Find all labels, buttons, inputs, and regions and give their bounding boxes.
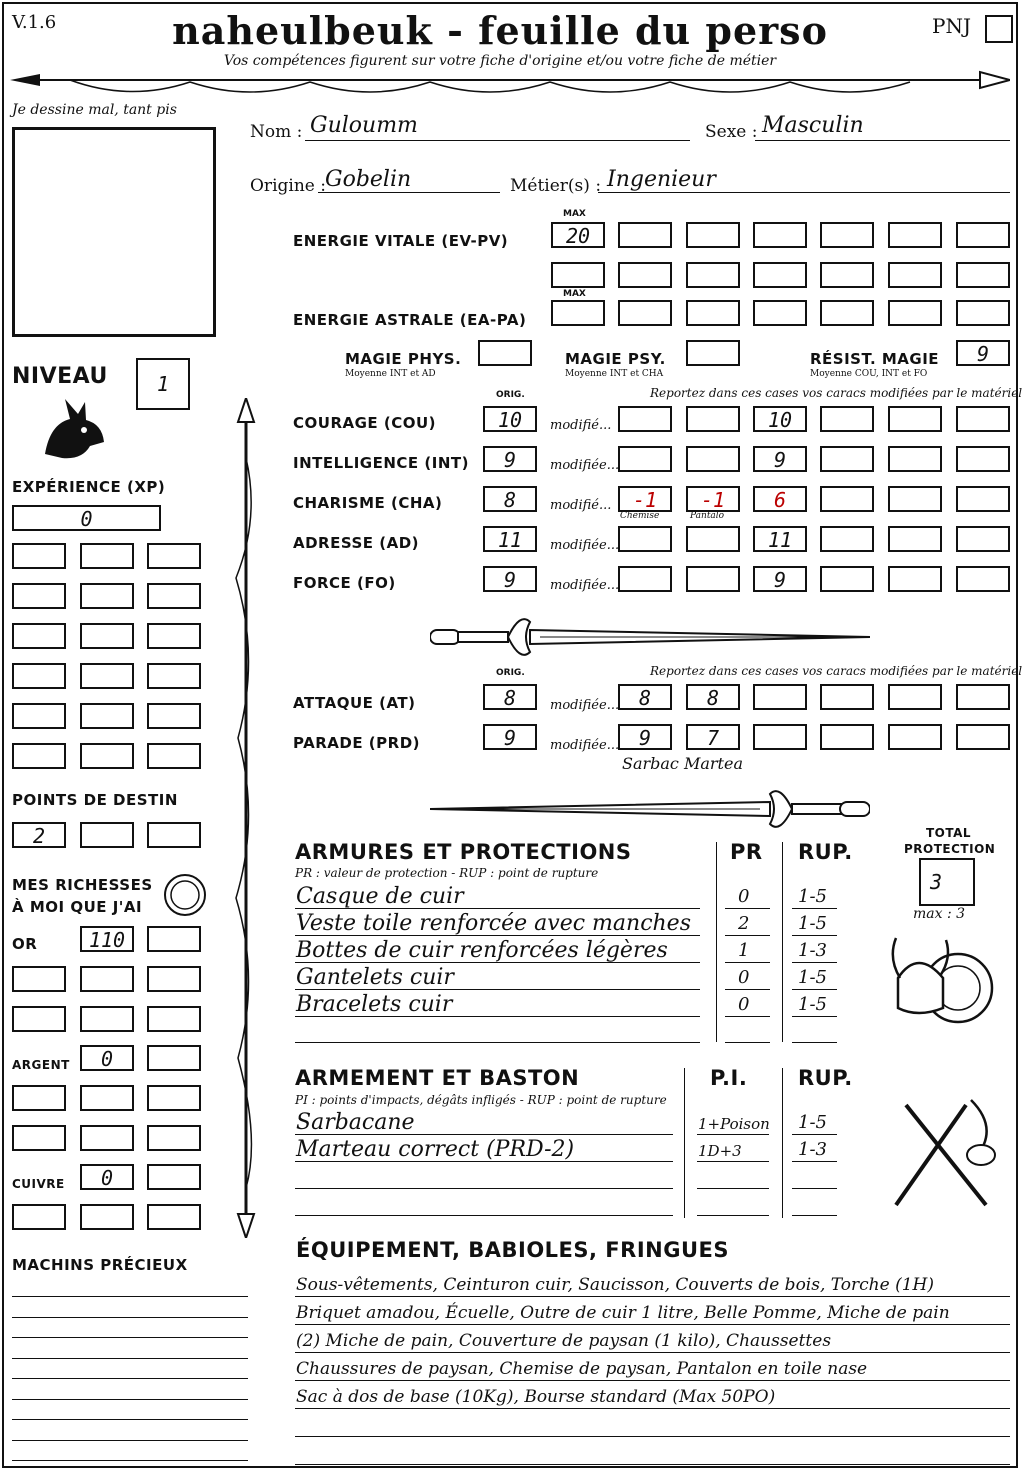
equip-line[interactable] — [295, 1408, 1010, 1409]
combat-mod-box[interactable] — [888, 724, 942, 750]
combat-mod-box[interactable] — [686, 724, 740, 750]
carac-mod-box[interactable] — [686, 566, 740, 592]
ev-box[interactable] — [956, 222, 1010, 248]
combat-label: PARADE (PRD) — [293, 734, 421, 752]
cuivre-label: CUIVRE — [12, 1177, 65, 1191]
carac-mod-box[interactable] — [820, 566, 874, 592]
destin-box-value: 2 — [32, 824, 46, 848]
carac-mod-box[interactable] — [956, 566, 1010, 592]
ev-box[interactable] — [753, 262, 807, 288]
combat-orig-label: ORIG. — [496, 668, 525, 678]
armures-rup-header: RUP. — [798, 840, 853, 864]
total-protection-label-1: TOTAL — [926, 826, 972, 840]
resist-magie-box[interactable] — [956, 340, 1010, 366]
ea-box[interactable] — [820, 300, 874, 326]
money-box[interactable] — [147, 1006, 201, 1032]
combat-mod-box-value: 9 — [638, 726, 652, 750]
carac-mod-box[interactable] — [618, 526, 672, 552]
arme-name[interactable]: Marteau correct (PRD-2) — [296, 1137, 575, 1162]
or-box-value: 110 — [88, 928, 126, 952]
money-box[interactable] — [12, 1125, 66, 1151]
carac-mod-label: modifié... — [550, 418, 612, 433]
arme-pi-line[interactable] — [697, 1215, 769, 1216]
xp-box[interactable] — [80, 623, 134, 649]
armure-name[interactable]: Bracelets cuir — [296, 992, 453, 1017]
carac-mod-box-value: 10 — [767, 408, 793, 432]
armement-note: PI : points d'impacts, dégâts infligés - RUP : point de rupture — [295, 1093, 667, 1107]
or-label: OR — [12, 935, 38, 953]
cuivre-box-value: 0 — [100, 1166, 114, 1190]
resist-magie-value: 9 — [976, 342, 990, 366]
carac-mod-box[interactable] — [956, 446, 1010, 472]
combat-mod-box[interactable] — [888, 684, 942, 710]
ev-box[interactable] — [820, 222, 874, 248]
sexe-value[interactable]: Masculin — [762, 113, 864, 138]
armure-rup-line[interactable] — [792, 989, 837, 990]
vertical-spear-icon — [226, 398, 266, 1238]
cuivre-box[interactable] — [147, 1164, 201, 1190]
armement-pi-header: P.I. — [710, 1066, 748, 1090]
arme-rup[interactable]: 1-5 — [798, 1112, 827, 1133]
crossed-weapons-icon — [886, 1095, 1006, 1215]
carac-orig-box[interactable] — [483, 446, 537, 472]
carac-mod-box[interactable] — [888, 526, 942, 552]
machins-line[interactable] — [12, 1440, 248, 1441]
armure-rup-line[interactable] — [792, 935, 837, 936]
arme-pi-line[interactable] — [697, 1134, 769, 1135]
ev-max-box[interactable] — [551, 222, 605, 248]
xp-box[interactable] — [12, 543, 66, 569]
ea-box[interactable] — [888, 300, 942, 326]
ea-box[interactable] — [956, 300, 1010, 326]
carac-mod-label: modifiée... — [550, 458, 620, 473]
ev-box[interactable] — [686, 262, 740, 288]
armure-pr-line[interactable] — [725, 962, 770, 963]
carac-orig-box-value: 9 — [503, 448, 517, 472]
equipement-title: ÉQUIPEMENT, BABIOLES, FRINGUES — [296, 1238, 729, 1262]
destin-label: POINTS DE DESTIN — [12, 791, 178, 809]
carac-mod-box[interactable] — [956, 406, 1010, 432]
money-box[interactable] — [80, 1204, 134, 1230]
carac-mod-box[interactable] — [820, 486, 874, 512]
money-box[interactable] — [147, 1204, 201, 1230]
ev-box[interactable] — [618, 222, 672, 248]
equip-line-text[interactable]: Briquet amadou, Écuelle, Outre de cuir 1 litre, Belle Pomme, Miche de pain — [296, 1303, 950, 1323]
xp-box[interactable] — [80, 543, 134, 569]
carac-mod-box[interactable] — [618, 486, 672, 512]
xp-box[interactable] — [80, 703, 134, 729]
equip-line-text[interactable]: (2) Miche de pain, Couverture de paysan (1 kilo), Chaussettes — [296, 1331, 832, 1351]
ev-box[interactable] — [618, 262, 672, 288]
armures-title: ARMURES ET PROTECTIONS — [295, 840, 632, 864]
machins-line[interactable] — [12, 1317, 248, 1318]
armure-pr-line[interactable] — [725, 1042, 770, 1043]
xp-box[interactable] — [12, 623, 66, 649]
carac-mod-label: modifié... — [550, 498, 612, 513]
destin-box[interactable] — [12, 822, 66, 848]
xp-box[interactable] — [147, 543, 201, 569]
combat-label: ATTAQUE (AT) — [293, 694, 416, 712]
carac-mod-box-value: -1 — [700, 488, 726, 512]
pnj-checkbox[interactable] — [985, 15, 1013, 43]
carac-mod-box[interactable] — [686, 486, 740, 512]
combat-mod-box[interactable] — [820, 684, 874, 710]
magie-psy-note: Moyenne INT et CHA — [565, 369, 664, 379]
armure-name[interactable]: Gantelets cuir — [296, 965, 454, 990]
portrait-box[interactable] — [12, 127, 216, 337]
ev-max-value: 20 — [565, 224, 591, 248]
carac-mod-box-value: 9 — [773, 448, 787, 472]
carac-mod-box[interactable] — [753, 406, 807, 432]
carac-mod-box[interactable] — [753, 446, 807, 472]
carac-mod-box[interactable] — [753, 526, 807, 552]
pnj-label: PNJ — [932, 14, 971, 38]
xp-box[interactable] — [147, 743, 201, 769]
xp-box[interactable] — [80, 663, 134, 689]
richesses-label-1: MES RICHESSES — [12, 876, 153, 894]
carac-mod-box-value: 6 — [773, 488, 787, 512]
combat-report-note: Reportez dans ces cases vos caracs modifiées par le matériel — [650, 664, 1023, 678]
carac-mod-box[interactable] — [686, 406, 740, 432]
armure-rup[interactable]: 1-5 — [798, 994, 827, 1015]
armure-pr-line[interactable] — [725, 935, 770, 936]
resist-magie-note: Moyenne COU, INT et FO — [810, 369, 928, 379]
ev-box[interactable] — [956, 262, 1010, 288]
carac-mod-box[interactable] — [956, 526, 1010, 552]
xp-box[interactable] — [12, 743, 66, 769]
xp-value: 0 — [80, 507, 93, 531]
armure-rup-line[interactable] — [792, 908, 837, 909]
carac-label: INTELLIGENCE (INT) — [293, 454, 469, 472]
armure-pr[interactable]: 0 — [738, 886, 750, 907]
total-protection-box[interactable] — [919, 858, 975, 906]
cuivre-box[interactable] — [80, 1164, 134, 1190]
carac-label: ADRESSE (AD) — [293, 534, 420, 552]
armure-rup-line[interactable] — [792, 1042, 837, 1043]
combat-orig-box[interactable] — [483, 724, 537, 750]
combat-mod-box-value: 7 — [706, 726, 720, 750]
carac-label: FORCE (FO) — [293, 574, 396, 592]
carac-label: COURAGE (COU) — [293, 414, 437, 432]
armure-name[interactable]: Bottes de cuir renforcées légères — [296, 938, 668, 963]
arme-line[interactable] — [295, 1215, 673, 1216]
arme-rup[interactable]: 1-3 — [798, 1139, 827, 1160]
money-box[interactable] — [80, 966, 134, 992]
money-box[interactable] — [12, 1204, 66, 1230]
money-box[interactable] — [80, 1006, 134, 1032]
combat-mod-box[interactable] — [753, 684, 807, 710]
arme-pi-line[interactable] — [697, 1161, 769, 1162]
ev-max-label: MAX — [563, 209, 586, 219]
metier-label: Métier(s) : — [510, 176, 602, 196]
ea-box[interactable] — [618, 300, 672, 326]
sword-icon — [430, 612, 870, 662]
page-subtitle: Vos compétences figurent sur votre fiche d'origine et/ou votre fiche de métier — [223, 53, 777, 69]
armure-pr-line[interactable] — [725, 908, 770, 909]
combat-mod-box-value: 8 — [638, 686, 652, 710]
ea-label: ENERGIE ASTRALE (EA-PA) — [293, 311, 527, 329]
combat-mod-box-value: 8 — [706, 686, 720, 710]
arme-name[interactable]: Sarbacane — [296, 1110, 415, 1135]
arme-line[interactable] — [295, 1188, 673, 1189]
carac-orig-box-value: 10 — [497, 408, 523, 432]
arme-pi[interactable]: 1+Poison — [698, 1115, 770, 1133]
equip-line-text[interactable]: Sac à dos de base (10Kg), Bourse standard (Max 50PO) — [296, 1387, 776, 1407]
equip-line[interactable] — [295, 1324, 1010, 1325]
carac-orig-box[interactable] — [483, 406, 537, 432]
xp-box[interactable] — [80, 583, 134, 609]
armement-rup-header: RUP. — [798, 1066, 853, 1090]
armure-rup[interactable]: 1-5 — [798, 886, 827, 907]
ev-box[interactable] — [820, 262, 874, 288]
sword-icon-2 — [430, 784, 870, 834]
carac-mod-box[interactable] — [820, 446, 874, 472]
armure-name[interactable]: Casque de cuir — [296, 884, 464, 909]
xp-label: EXPÉRIENCE (XP) — [12, 478, 166, 496]
armure-rup-line[interactable] — [792, 1016, 837, 1017]
combat-orig-box-value: 8 — [503, 686, 517, 710]
page-title: naheulbeuk - feuille du perso — [172, 8, 828, 53]
equip-line[interactable] — [295, 1296, 1010, 1297]
xp-box[interactable] — [12, 505, 161, 531]
combat-orig-box[interactable] — [483, 684, 537, 710]
magie-psy-label: MAGIE PSY. — [565, 350, 666, 368]
money-box[interactable] — [12, 966, 66, 992]
magie-phys-label: MAGIE PHYS. — [345, 350, 462, 368]
carac-mod-box[interactable] — [618, 566, 672, 592]
carac-mod-box[interactable] — [888, 566, 942, 592]
arme-pi-line[interactable] — [697, 1188, 769, 1189]
caracs-report-note: Reportez dans ces cases vos caracs modifiées par le matériel — [650, 386, 1023, 400]
carac-mod-box-value: 11 — [767, 528, 793, 552]
money-box[interactable] — [12, 1006, 66, 1032]
armure-rup-line[interactable] — [792, 962, 837, 963]
destin-box[interactable] — [147, 822, 201, 848]
ev-box[interactable] — [686, 222, 740, 248]
equip-line[interactable] — [295, 1380, 1010, 1381]
carac-mod-box[interactable] — [820, 526, 874, 552]
total-max-note: max : 3 — [913, 906, 966, 922]
resist-magie-label: RÉSIST. MAGIE — [810, 350, 940, 368]
carac-mod-box[interactable] — [686, 446, 740, 472]
money-box[interactable] — [80, 1125, 134, 1151]
xp-box[interactable] — [147, 583, 201, 609]
arme-rup-line[interactable] — [792, 1134, 837, 1135]
money-box[interactable] — [147, 966, 201, 992]
combat-mod-box[interactable] — [956, 724, 1010, 750]
armure-name[interactable]: Veste toile renforcée avec manches — [296, 911, 691, 936]
carac-orig-box[interactable] — [483, 526, 537, 552]
armures-pr-header: PR — [730, 840, 763, 864]
money-box[interactable] — [12, 1085, 66, 1111]
origine-label: Origine : — [250, 176, 326, 196]
armure-rup[interactable]: 1-5 — [798, 967, 827, 988]
xp-box[interactable] — [147, 623, 201, 649]
carac-mod-box-value: -1 — [632, 488, 658, 512]
ev-box[interactable] — [753, 222, 807, 248]
niveau-value: 1 — [156, 372, 170, 396]
equip-line[interactable] — [295, 1436, 1010, 1437]
machins-line[interactable] — [12, 1358, 248, 1359]
cha-note-2: Pantalo — [690, 511, 725, 521]
coin-icon — [162, 872, 208, 918]
carac-mod-box[interactable] — [888, 406, 942, 432]
armure-pr[interactable]: 0 — [738, 967, 750, 988]
argent-label: ARGENT — [12, 1058, 70, 1072]
carac-mod-label: modifiée... — [550, 538, 620, 553]
carac-mod-box[interactable] — [753, 486, 807, 512]
money-box[interactable] — [80, 1085, 134, 1111]
ea-box[interactable] — [686, 300, 740, 326]
carac-orig-box-value: 9 — [503, 568, 517, 592]
ev-label: ENERGIE VITALE (EV-PV) — [293, 232, 509, 250]
version-label: V.1.6 — [12, 12, 57, 33]
combat-mod-label: modifiée... — [550, 738, 620, 753]
armure-rup[interactable]: 1-5 — [798, 913, 827, 934]
dragon-head-icon — [40, 394, 110, 464]
equip-line-text[interactable]: Chaussures de paysan, Chemise de paysan, Pantalon en toile nase — [296, 1359, 868, 1379]
total-protection-value: 3 — [929, 870, 943, 894]
or-box[interactable] — [80, 926, 134, 952]
carac-mod-box-value: 9 — [773, 568, 787, 592]
machins-line[interactable] — [12, 1419, 248, 1420]
carac-mod-box[interactable] — [753, 566, 807, 592]
argent-box-value: 0 — [100, 1047, 114, 1071]
argent-box[interactable] — [147, 1045, 201, 1071]
combat-mod-box[interactable] — [753, 724, 807, 750]
armure-line[interactable] — [295, 1042, 700, 1043]
xp-box[interactable] — [12, 703, 66, 729]
machins-label: MACHINS PRÉCIEUX — [12, 1256, 188, 1274]
xp-box[interactable] — [147, 703, 201, 729]
niveau-label: NIVEAU — [12, 364, 108, 389]
armure-pr[interactable]: 1 — [738, 940, 750, 961]
ev-box[interactable] — [888, 262, 942, 288]
carac-mod-box[interactable] — [888, 446, 942, 472]
combat-mod-box[interactable] — [956, 684, 1010, 710]
carac-mod-box[interactable] — [618, 446, 672, 472]
equip-line[interactable] — [295, 1464, 1010, 1465]
carac-mod-box[interactable] — [686, 526, 740, 552]
machins-line[interactable] — [12, 1296, 248, 1297]
metier-value[interactable]: Ingenieur — [607, 167, 716, 192]
argent-box[interactable] — [80, 1045, 134, 1071]
sexe-label: Sexe : — [705, 122, 758, 142]
combat-mod-box[interactable] — [820, 724, 874, 750]
caracs-orig-label: ORIG. — [496, 390, 525, 400]
armure-rup[interactable]: 1-3 — [798, 940, 827, 961]
richesses-label-2: À MOI QUE J'AI — [12, 898, 143, 916]
armures-note: PR : valeur de protection - RUP : point de rupture — [295, 866, 599, 880]
portrait-caption: Je dessine mal, tant pis — [12, 102, 177, 118]
helmet-shield-icon — [888, 928, 998, 1038]
armure-pr[interactable]: 2 — [738, 913, 750, 934]
xp-box[interactable] — [147, 663, 201, 689]
combat-mod-box[interactable] — [686, 684, 740, 710]
arme-rup-line[interactable] — [792, 1215, 837, 1216]
armure-pr-line[interactable] — [725, 1016, 770, 1017]
equip-line-text[interactable]: Sous-vêtements, Ceinturon cuir, Saucisson, Couverts de bois, Torche (1H) — [296, 1275, 934, 1295]
or-box[interactable] — [147, 926, 201, 952]
cha-note-1: Chemise — [620, 511, 660, 521]
armement-title: ARMEMENT ET BASTON — [295, 1066, 580, 1090]
combat-orig-box-value: 9 — [503, 726, 517, 750]
carac-orig-box[interactable] — [483, 566, 537, 592]
carac-mod-label: modifiée... — [550, 578, 620, 593]
machins-line[interactable] — [12, 1378, 248, 1379]
ea-max-label: MAX — [563, 289, 586, 299]
armure-pr-line[interactable] — [725, 989, 770, 990]
carac-orig-box-value: 11 — [497, 528, 523, 552]
arme-rup-line[interactable] — [792, 1161, 837, 1162]
carac-mod-box[interactable] — [618, 406, 672, 432]
origine-value[interactable]: Gobelin — [325, 167, 412, 192]
xp-box[interactable] — [12, 583, 66, 609]
xp-box[interactable] — [80, 743, 134, 769]
combat-mod-box[interactable] — [618, 724, 672, 750]
carac-orig-box[interactable] — [483, 486, 537, 512]
combat-mod-box[interactable] — [618, 684, 672, 710]
carac-label: CHARISME (CHA) — [293, 494, 443, 512]
carac-mod-box[interactable] — [820, 406, 874, 432]
ea-max-box[interactable] — [551, 300, 605, 326]
ev-box[interactable] — [888, 222, 942, 248]
spear-divider-icon — [10, 66, 1010, 106]
total-protection-label-2: PROTECTION — [904, 842, 996, 856]
money-box[interactable] — [147, 1125, 201, 1151]
ev-box[interactable] — [551, 262, 605, 288]
machins-line[interactable] — [12, 1399, 248, 1400]
machins-line[interactable] — [12, 1337, 248, 1338]
magie-phys-note: Moyenne INT et AD — [345, 369, 436, 379]
xp-box[interactable] — [12, 663, 66, 689]
carac-orig-box-value: 8 — [503, 488, 517, 512]
destin-box[interactable] — [80, 822, 134, 848]
nom-label: Nom : — [250, 122, 303, 142]
money-box[interactable] — [147, 1085, 201, 1111]
weapon-notes: Sarbac Martea — [622, 754, 743, 773]
nom-value[interactable]: Guloumm — [310, 113, 418, 138]
arme-rup-line[interactable] — [792, 1188, 837, 1189]
niveau-box[interactable] — [136, 358, 190, 410]
arme-pi[interactable]: 1D+3 — [698, 1142, 742, 1160]
combat-mod-label: modifiée... — [550, 698, 620, 713]
carac-mod-box[interactable] — [956, 486, 1010, 512]
armure-pr[interactable]: 0 — [738, 994, 750, 1015]
magie-psy-box[interactable] — [686, 340, 740, 366]
machins-line[interactable] — [12, 1460, 248, 1461]
equip-line[interactable] — [295, 1352, 1010, 1353]
magie-phys-box[interactable] — [478, 340, 532, 366]
ea-box[interactable] — [753, 300, 807, 326]
carac-mod-box[interactable] — [888, 486, 942, 512]
